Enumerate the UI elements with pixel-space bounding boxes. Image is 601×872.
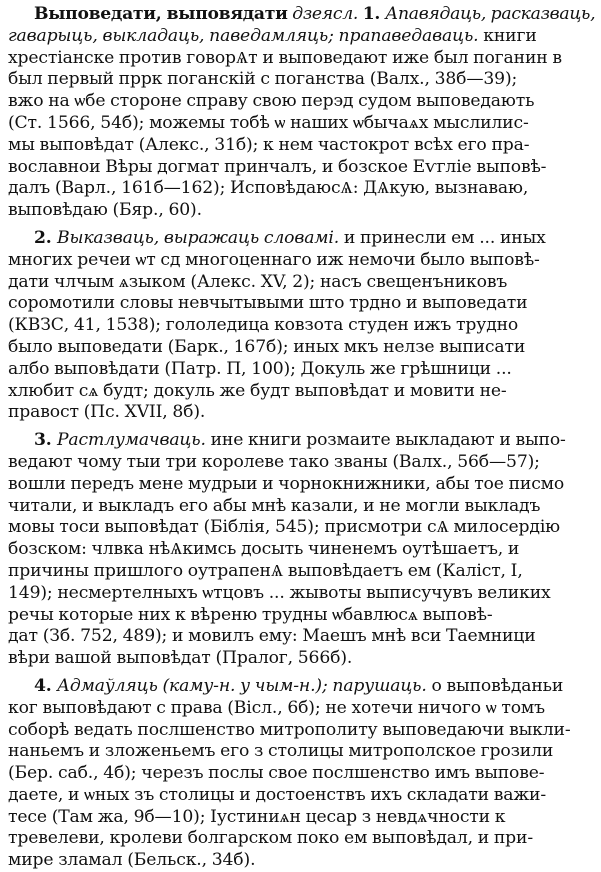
text-run: (Бер. саб., 4б); черезъ послы свое послшенство имъ выпове- — [8, 763, 545, 784]
separator — [8, 672, 595, 673]
text-line — [8, 113, 595, 135]
text-run: дати члчым ѧзыком (Алекс. XV, 2); насъ свещенъниковъ — [8, 271, 508, 292]
text-run: вошли передъ мене мудрыи и чорнокнижники, абы тое писмо — [8, 473, 565, 494]
separator — [8, 224, 595, 225]
text-run: (КВЗС, 41, 1538); гололедица ковзота студен ижъ трудно — [8, 315, 519, 336]
italic-run: гаварыць, выкладаць, паведамляць; прапаведаваць. — [8, 25, 479, 46]
text-run: ког выповѣдают с права (Вісл., 6б); не хотечи ничого ѡ томъ — [8, 697, 545, 718]
text-line — [8, 228, 595, 250]
text-line — [8, 605, 595, 627]
text-line — [8, 157, 595, 179]
text-run: мы выповѣдат (Алекс., 31б); к нем частокрот всѣх его пра- — [8, 134, 530, 155]
text-line — [8, 539, 595, 561]
italic-run: Растлумачваць. — [56, 430, 206, 451]
text-line — [8, 200, 595, 222]
text-run: был первый пррк поганскій с поганства (Валх., 38б—39); — [8, 69, 518, 90]
italic-run: Адмаўляць (каму-н. у чым-н.); парушаць. — [56, 675, 427, 696]
entry-sense-3 — [8, 430, 595, 670]
bold-run: 3. — [34, 430, 57, 451]
italic-run: Апавядаць, расказваць, — [385, 4, 595, 24]
text-line — [8, 315, 595, 337]
entry-sense-4 — [8, 676, 595, 872]
bold-run: Выповедати, выповядати — [34, 4, 288, 24]
text-line — [8, 626, 595, 648]
text-line — [8, 69, 595, 91]
bold-run: 1. — [362, 4, 386, 24]
text-line — [8, 135, 595, 157]
entry-sense-2 — [8, 228, 595, 424]
text-line — [8, 561, 595, 583]
text-line — [8, 698, 595, 720]
text-line — [8, 337, 595, 359]
text-run: речы которые них к вѣреню трудны ѡбавлюсѧ выповѣ- — [8, 604, 493, 625]
text-line — [8, 91, 595, 113]
text-run: албо выповѣдати (Патр. П, 100); Докуль же грѣшници ... — [8, 358, 512, 379]
text-line — [8, 763, 595, 785]
text-run: мире зламал (Бельск., 34б). — [8, 850, 256, 871]
text-line — [8, 676, 595, 698]
text-line — [8, 293, 595, 315]
text-run: вѣри вашой выповѣдат (Пралог, 566б). — [8, 648, 353, 669]
text-run: выповѣдаю (Бяр., 60). — [8, 200, 202, 221]
italic-run: Выказваць, выражаць словамі. — [56, 227, 340, 248]
text-run: хлюбит сѧ будт; докуль же будт выповѣдат и мовити не- — [8, 380, 507, 401]
text-line — [8, 850, 595, 872]
text-run: было выповедати (Барк., 167б); иных мкъ нелзе выписати — [8, 336, 526, 357]
text-line — [8, 48, 595, 70]
text-run: наньемъ и зложеньемъ его з столицы митрополское грозили — [8, 741, 554, 762]
text-run: дат (Зб. 752, 489); и мовилъ ему: Маешъ мнѣ вси Таемници — [8, 626, 536, 647]
text-line — [8, 741, 595, 763]
text-line — [8, 720, 595, 742]
text-run: книги — [478, 25, 537, 46]
text-run: многих речеи ѡт сд многоценнаго иж немочи было выповѣ- — [8, 249, 540, 270]
text-line — [8, 474, 595, 496]
text-run: и принесли ем ... иных — [339, 227, 546, 248]
text-line — [8, 272, 595, 294]
text-run: тревелеви, кролеви болгарском поко ем выповѣдал, и при- — [8, 828, 533, 849]
text-line — [8, 583, 595, 605]
text-run: соромотили словы невчытывыми што трдно и выповедати — [8, 293, 528, 314]
text-line — [8, 430, 595, 452]
text-run: хрестіанске против говорѦт и выповедают иже был поганин в — [8, 47, 562, 68]
text-run: 149); несмертелныхъ ѡтцовъ ... жывоты выписучувъ великих — [8, 582, 551, 603]
italic-run: дзеясл. — [287, 4, 363, 24]
text-run: даете, и ѡных зъ столицы и достоенствъ ихъ складати важи- — [8, 784, 546, 805]
separator — [8, 426, 595, 427]
text-run: тесе (Там жа, 9б—10); Іустиниѧн цесар з невдѧчности к — [8, 806, 506, 827]
text-line — [8, 402, 595, 424]
text-line — [8, 26, 595, 48]
text-run: вославнои Вѣры догмат принчалъ, и бозское Еѵгліе выповѣ- — [8, 156, 547, 177]
text-line — [8, 517, 595, 539]
bold-run: 2. — [34, 227, 57, 248]
text-run: соборѣ ведать послшенство митрополиту выповедаючи выкли- — [8, 719, 571, 740]
text-run: (Ст. 1566, 54б); можемы тобѣ ѡ наших ѡбычаѧх мыслилис- — [8, 112, 529, 133]
text-run: мовы тоси выповѣдат (Біблія, 545); присмотри сѦ милосердію — [8, 517, 560, 538]
text-run: причины пришлого оутрапенѦ выповѣдаетъ ем (Каліст, I, — [8, 560, 523, 581]
text-line — [8, 785, 595, 807]
text-run: о выповѣданьи — [426, 675, 564, 696]
text-line — [8, 828, 595, 850]
text-line — [8, 178, 595, 200]
text-line — [8, 807, 595, 829]
text-run: вжо на ѡбе стороне справу свою перэд судом выповедають — [8, 91, 535, 112]
text-run: далъ (Варл., 161б—162); ИсповѣдаюсѦ: ДѦкую, вызнаваю, — [8, 178, 529, 199]
text-line — [8, 452, 595, 474]
text-run: читали, и выкладъ его абы мнѣ казали, и не могли выкладъ — [8, 495, 541, 516]
bold-run: 4. — [34, 675, 57, 696]
text-line — [8, 648, 595, 670]
text-run: ведают чому тыи три королеве тако званы (Валх., 56б—57); — [8, 451, 540, 472]
text-run: правост (Пс. XVII, 8б). — [8, 402, 206, 423]
text-line — [8, 496, 595, 518]
text-line — [8, 381, 595, 403]
text-line — [8, 250, 595, 272]
text-line — [8, 359, 595, 381]
text-run: ине книги розмаите выкладают и выпо- — [205, 430, 566, 451]
text-run: бозском: члвка нѣѦкимсь досыть чиненемъ оутѣшаетъ, и — [8, 539, 520, 560]
text-line — [8, 4, 595, 26]
entry-sense-1 — [8, 4, 595, 222]
